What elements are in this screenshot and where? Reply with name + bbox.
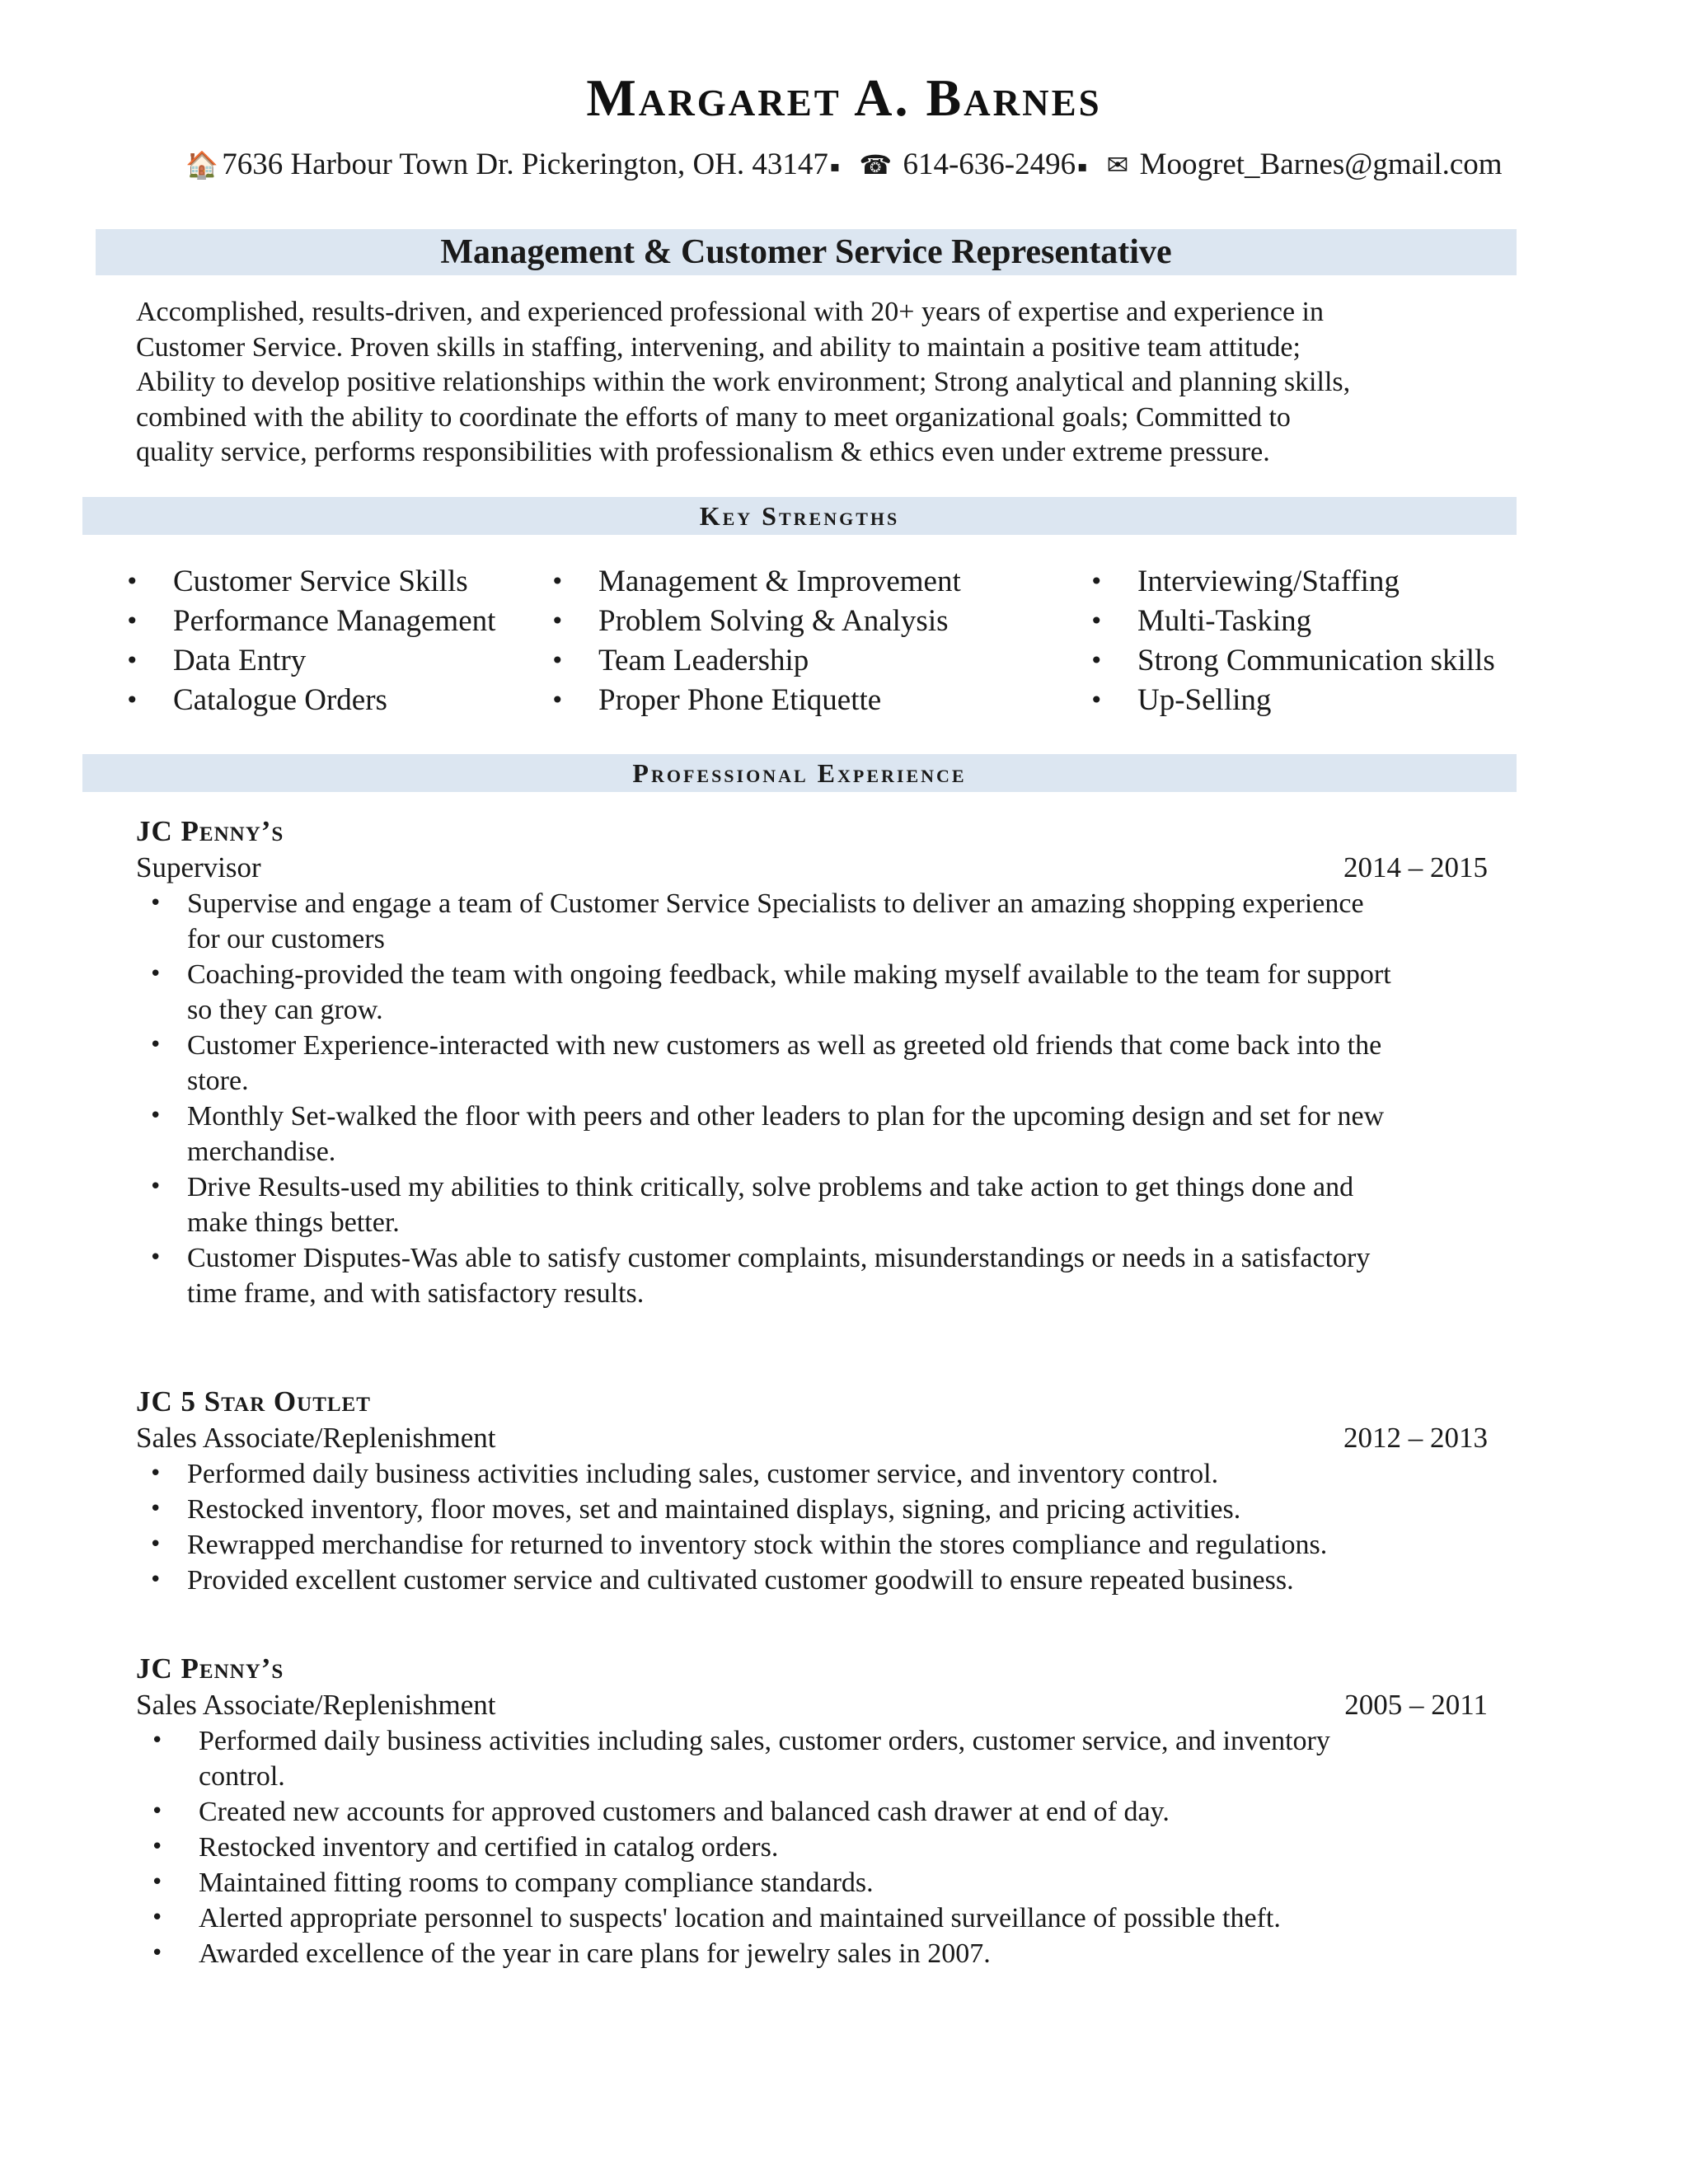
company-name: JC Penny’s bbox=[136, 815, 284, 847]
list-item: • Performed daily business activities including sales, customer orders, customer service, and inventory control. bbox=[136, 1723, 1488, 1794]
list-item: • Drive Results-used my abilities to think critically, solve problems and take action to get things done and make things better. bbox=[136, 1169, 1488, 1240]
list-item: • Coaching-provided the team with ongoing feedback, while making myself available to the team for support so they can grow. bbox=[136, 957, 1488, 1028]
bullet-icon: • bbox=[149, 1033, 162, 1057]
list-item: • Created new accounts for approved customers and balanced cash drawer at end of day. bbox=[136, 1794, 1488, 1830]
list-item: • Rewrapped merchandise for returned to inventory stock within the stores compliance and regulations. bbox=[136, 1527, 1488, 1563]
bullet-icon: • bbox=[151, 1728, 164, 1753]
list-item: • Alerted appropriate personnel to suspects' location and maintained surveillance of possible theft. bbox=[136, 1900, 1488, 1936]
list-item: • Monthly Set-walked the floor with peers and other leaders to plan for the upcoming design and set for new merchandise. bbox=[136, 1099, 1488, 1169]
list-item: • Customer Disputes-Was able to satisfy customer complaints, misunderstandings or needs in a satisfactory time frame, and with satisfactory results. bbox=[136, 1240, 1488, 1311]
bullet-icon: • bbox=[149, 1104, 162, 1128]
job-title: Sales Associate/Replenishment bbox=[136, 1422, 496, 1454]
bullet-icon: • bbox=[149, 1532, 162, 1557]
job-bullets bbox=[136, 1723, 1488, 1971]
strength-item: • Customer Service Skills bbox=[125, 562, 495, 602]
bullet-icon: • bbox=[149, 1497, 162, 1521]
job-bullets bbox=[136, 886, 1488, 1311]
summary-line: Accomplished, results-driven, and experienced professional with 20+ years of expertise and experience in bbox=[136, 297, 1324, 327]
bullet-icon: • bbox=[149, 1568, 162, 1592]
list-item: • Supervise and engage a team of Customer Service Specialists to deliver an amazing shopping experience for our customers bbox=[136, 886, 1488, 957]
bullet-icon: • bbox=[551, 647, 565, 674]
envelope-icon: ✉ bbox=[1106, 149, 1129, 180]
role-row bbox=[136, 850, 1488, 886]
phone-text: 614-636-2496 bbox=[903, 148, 1076, 181]
job-entry bbox=[136, 1384, 1488, 1598]
list-item: • Maintained fitting rooms to company compliance standards. bbox=[136, 1865, 1488, 1900]
bullet-icon: • bbox=[151, 1799, 164, 1824]
strength-item: • Team Leadership bbox=[551, 641, 961, 681]
job-dates: 2014 – 2015 bbox=[1343, 851, 1488, 883]
bullet-icon: • bbox=[151, 1870, 164, 1895]
strength-item: • Data Entry bbox=[125, 641, 495, 681]
bullet-icon: • bbox=[1090, 687, 1104, 714]
list-item: • Restocked inventory, floor moves, set and maintained displays, signing, and pricing activities. bbox=[136, 1492, 1488, 1527]
list-item: • Awarded excellence of the year in care plans for jewelry sales in 2007. bbox=[136, 1936, 1488, 1971]
strength-item: • Proper Phone Etiquette bbox=[551, 681, 961, 720]
job-dates: 2012 – 2013 bbox=[1343, 1422, 1488, 1454]
telephone-icon: ☎ bbox=[859, 149, 893, 180]
key-strengths-heading: Key Strengths bbox=[699, 501, 900, 531]
job-entry bbox=[136, 1651, 1488, 1971]
bullet-icon: • bbox=[149, 891, 162, 916]
bullet-icon: • bbox=[1090, 607, 1104, 635]
bullet-icon: • bbox=[151, 1941, 164, 1966]
strength-item: • Catalogue Orders bbox=[125, 681, 495, 720]
bullet-icon: • bbox=[1090, 568, 1104, 595]
summary-line: Customer Service. Proven skills in staffing, intervening, and ability to maintain a positive team attitude; bbox=[136, 331, 1301, 363]
strengths-column-3 bbox=[1090, 562, 1495, 720]
job-dates: 2005 – 2011 bbox=[1344, 1689, 1488, 1721]
headline-text: Management & Customer Service Representative bbox=[440, 233, 1172, 271]
summary-line: quality service, performs responsibilities with professionalism & ethics even under extreme pressure. bbox=[136, 437, 1270, 467]
bullet-icon: • bbox=[1090, 647, 1104, 674]
role-row bbox=[136, 1687, 1488, 1723]
summary-line: Ability to develop positive relationships within the work environment; Strong analytical and planning skills, bbox=[136, 367, 1351, 397]
job-bullets bbox=[136, 1456, 1488, 1598]
job-title: Supervisor bbox=[136, 851, 261, 883]
strength-item: • Interviewing/Staffing bbox=[1090, 562, 1495, 602]
bullet-icon: • bbox=[149, 1174, 162, 1199]
contact-line bbox=[0, 147, 1688, 182]
bullet-icon: • bbox=[151, 1905, 164, 1930]
strength-item: • Up-Selling bbox=[1090, 681, 1495, 720]
headline-band bbox=[96, 229, 1517, 275]
list-item: • Provided excellent customer service and cultivated customer goodwill to ensure repeated business. bbox=[136, 1563, 1488, 1598]
bullet-icon: • bbox=[125, 647, 139, 674]
list-item: • Customer Experience-interacted with new customers as well as greeted old friends that come back into the store. bbox=[136, 1028, 1488, 1099]
company-name: JC 5 Star Outlet bbox=[136, 1385, 371, 1418]
strength-item: • Multi-Tasking bbox=[1090, 602, 1495, 641]
company-name: JC Penny’s bbox=[136, 1652, 284, 1685]
bullet-icon: • bbox=[551, 568, 565, 595]
strength-item: • Performance Management bbox=[125, 602, 495, 641]
summary-line: combined with the ability to coordinate the efforts of many to meet organizational goals; Committed to bbox=[136, 401, 1291, 433]
bullet-icon: • bbox=[125, 607, 139, 635]
strengths-column-1 bbox=[125, 562, 495, 720]
bullet-icon: • bbox=[151, 1835, 164, 1859]
list-item: • Performed daily business activities including sales, customer service, and inventory control. bbox=[136, 1456, 1488, 1492]
home-office-icon: 🏠 bbox=[185, 149, 219, 180]
bullet-icon: • bbox=[149, 962, 162, 987]
job-entry bbox=[136, 813, 1488, 1311]
separator-square: ▪ bbox=[1077, 158, 1088, 176]
strength-item: • Management & Improvement bbox=[551, 562, 961, 602]
bullet-icon: • bbox=[125, 568, 139, 595]
experience-band bbox=[82, 754, 1517, 792]
bullet-icon: • bbox=[551, 607, 565, 635]
job-title: Sales Associate/Replenishment bbox=[136, 1689, 496, 1721]
bullet-icon: • bbox=[149, 1461, 162, 1486]
strength-item: • Problem Solving & Analysis bbox=[551, 602, 961, 641]
experience-heading: Professional Experience bbox=[632, 758, 967, 788]
bullet-icon: • bbox=[551, 687, 565, 714]
email-text: Moogret_Barnes@gmail.com bbox=[1139, 148, 1503, 181]
summary-paragraph bbox=[136, 295, 1537, 471]
bullet-icon: • bbox=[125, 687, 139, 714]
key-strengths-band bbox=[82, 497, 1517, 535]
bullet-icon: • bbox=[149, 1245, 162, 1270]
candidate-name: Margaret A. Barnes bbox=[586, 68, 1102, 127]
list-item: • Restocked inventory and certified in catalog orders. bbox=[136, 1830, 1488, 1865]
strength-item: • Strong Communication skills bbox=[1090, 641, 1495, 681]
address-text: 7636 Harbour Town Dr. Pickerington, OH. 43147 bbox=[222, 148, 828, 181]
separator-square: ▪ bbox=[829, 158, 841, 176]
strengths-column-2 bbox=[551, 562, 961, 720]
role-row bbox=[136, 1420, 1488, 1456]
